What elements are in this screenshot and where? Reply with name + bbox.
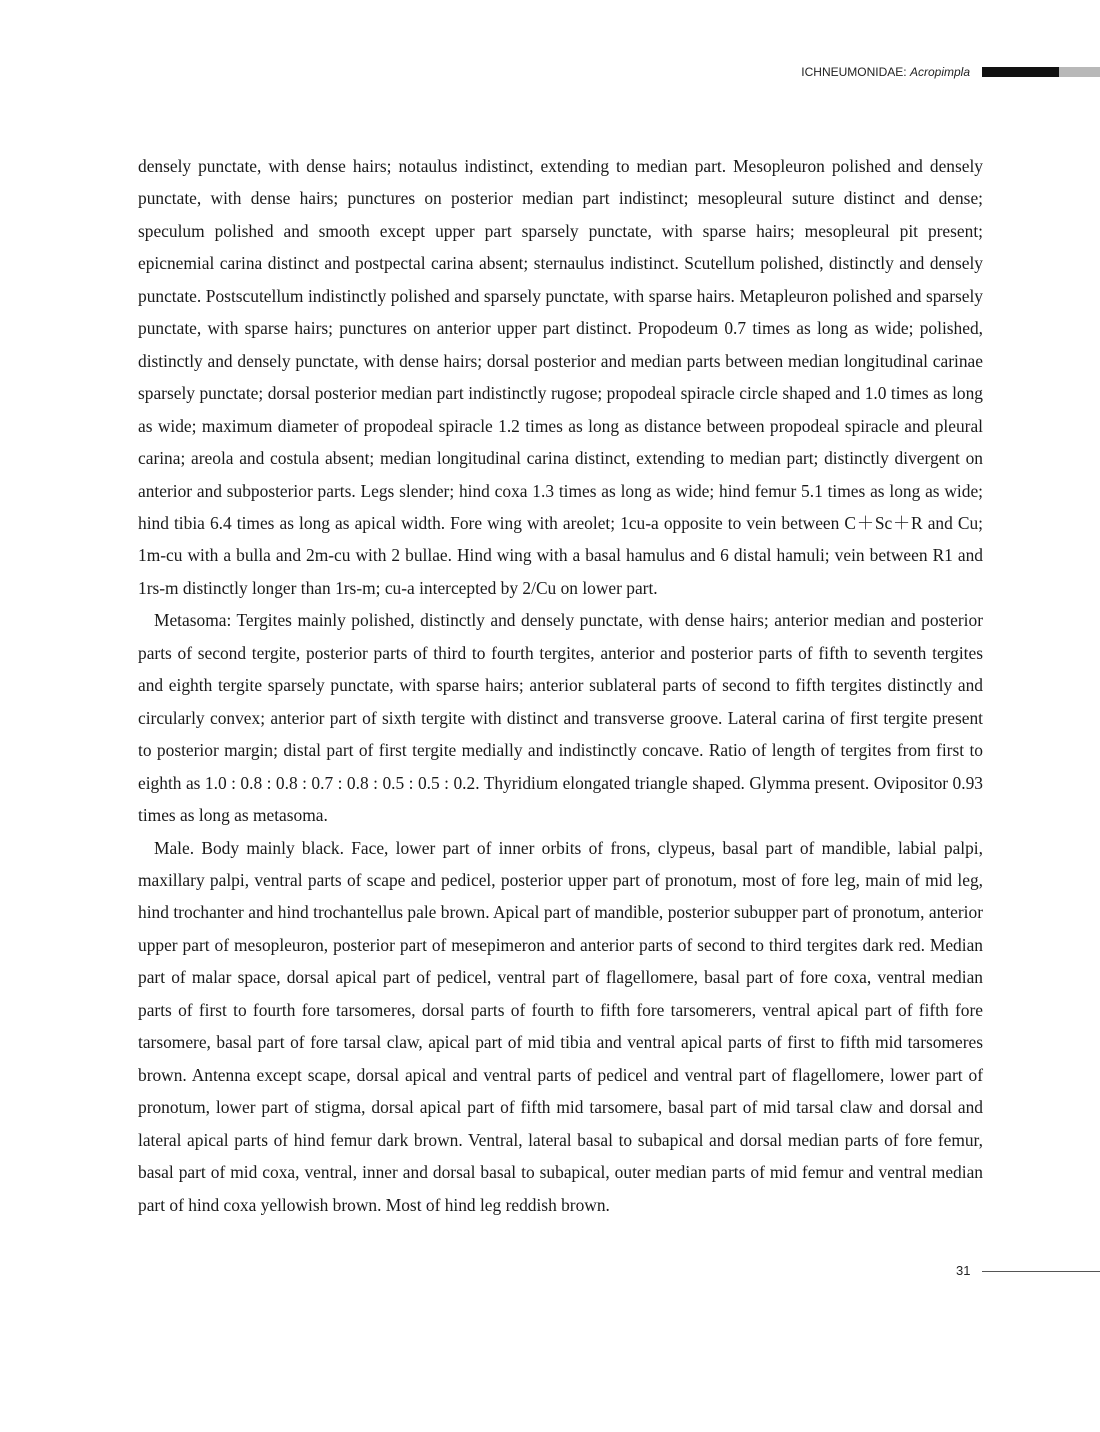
header-bar-black — [982, 67, 1059, 77]
paragraph-male: Male. Body mainly black. Face, lower part of inner orbits of frons, clypeus, basal part of mandible, labial palpi, maxillary palpi, ventral parts of scape and pedicel, posterior upper part of pronotum, most of fore leg, main of mid leg, hind trochanter and hind trochantellus pale brown. Apical part of mandible, posterior subupper part of pronotum, anterior upper part of mesopleuron, posterior part of mesepimeron and anterior parts of second to third tergites dark red. Median part of malar space, dorsal apical part of pedicel, ventral part of flagellomere, basal part of fore coxa, ventral median parts of first to fourth fore tarsomeres, dorsal parts of fourth to fifth fore tarsomerers, ventral apical part of fifth fore tarsomere, basal part of fore tarsal claw, apical part of mid tibia and ventral apical parts of first to fifth mid tarsomeres brown. Antenna except scape, dorsal apical and ventral parts of pedicel and ventral part of flagellomere, lower part of pronotum, lower part of stigma, dorsal apical part of fifth mid tarsomere, basal part of mid tarsal claw and dorsal and lateral apical parts of hind femur dark brown. Ventral, lateral basal to subapical and dorsal median parts of fore femur, basal part of mid coxa, ventral, inner and dorsal basal to subapical, outer median parts of mid femur and ventral median part of hind coxa yellowish brown. Most of hind leg reddish brown. — [138, 837, 983, 1215]
body-text — [138, 150, 983, 1221]
paragraph-metasoma: Metasoma: Tergites mainly polished, distinctly and densely punctate, with dense hairs; anterior median and posterior parts of second tergite, posterior parts of third to fourth tergites, anterior and posterior parts of fifth to seventh tergites and eighth tergite sparsely punctate, with sparse hairs; anterior sublateral parts of second to fifth tergites distinctly and circularly convex; anterior part of sixth tergite with distinct and transverse groove. Lateral carina of first tergite present to posterior margin; distal part of first tergite medially and indistinctly concave. Ratio of length of tergites from first to eighth as 1.0 : 0.8 : 0.8 : 0.7 : 0.8 : 0.5 : 0.5 : 0.2. Thyridium elongated triangle shaped. Glymma present. Ovipositor 0.93 times as long as metasoma. — [138, 610, 983, 826]
header-genus: Acropimpla — [909, 65, 970, 79]
page-number: 31 — [956, 1263, 971, 1278]
header-bar-gray — [1059, 67, 1100, 77]
footer-rule — [982, 1271, 1100, 1272]
running-header — [0, 64, 1100, 80]
paragraph-mesosoma: densely punctate, with dense hairs; notaulus indistinct, extending to median part. Mesopleuron polished and densely punctate, with dense hairs; punctures on posterior median part indistinct; mesopleural suture distinct and dense; speculum polished and smooth except upper part sparsely punctate, with sparse hairs; mesopleural pit present; epicnemial carina distinct and postpectal carina absent; sternaulus indistinct. Scutellum polished, distinctly and densely punctate. Postscutellum indistinctly polished and sparsely punctate, with sparse hairs. Metapleuron polished and sparsely punctate, with sparse hairs; punctures on anterior upper part distinct. Propodeum 0.7 times as long as wide; polished, distinctly and densely punctate, with dense hairs; dorsal posterior and median parts between median longitudinal carinae sparsely punctate; dorsal posterior median part indistinctly rugose; propodeal spiracle circle shaped and 1.0 times as long as wide; maximum diameter of propodeal spiracle 1.2 times as long as distance between propodeal spiracle and pleural carina; areola and costula absent; median longitudinal carina distinct, extending to median part; distinctly divergent on anterior and subposterior parts. Legs slender; hind coxa 1.3 times as long as wide; hind femur 5.1 times as long as wide; hind tibia 6.4 times as long as apical width. Fore wing with areolet; 1cu-a opposite to vein between C＋Sc＋R and Cu; 1m-cu with a bulla and 2m-cu with 2 bullae. Hind wing with a basal hamulus and 6 distal hamuli; vein between R1 and 1rs-m distinctly longer than 1rs-m; cu-a intercepted by 2/Cu on lower part. — [138, 156, 983, 598]
running-header-text — [801, 64, 970, 80]
header-family: ICHNEUMONIDAE: — [801, 65, 907, 79]
